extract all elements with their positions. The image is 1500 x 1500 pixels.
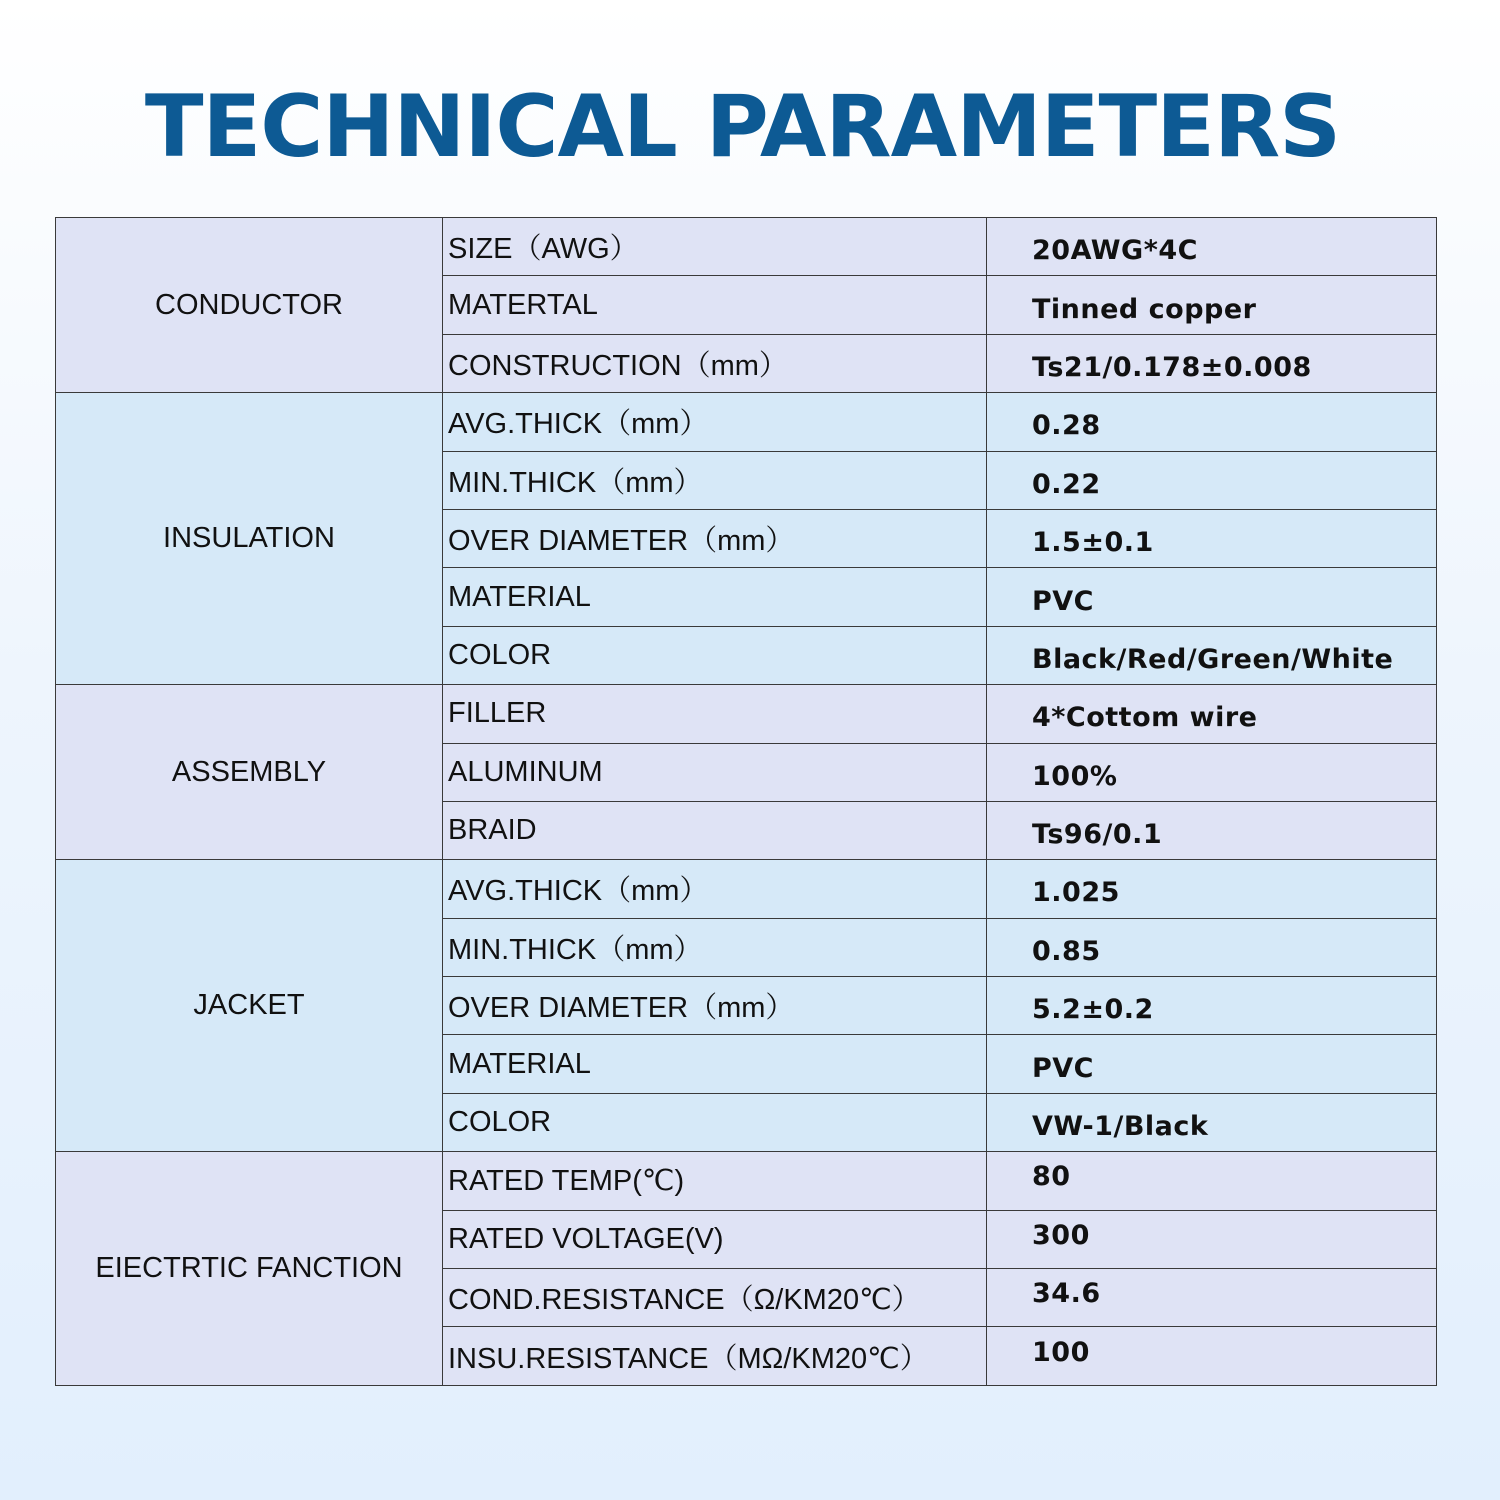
- param-value: VW-1/Black: [987, 1093, 1437, 1151]
- param-label: RATED VOLTAGE(V): [443, 1210, 987, 1268]
- param-label: COLOR: [443, 1093, 987, 1151]
- param-value: Tinned copper: [987, 276, 1437, 334]
- technical-parameters-table: [55, 217, 1437, 1386]
- param-label: COLOR: [443, 626, 987, 684]
- param-label: MATERIAL: [443, 1035, 987, 1093]
- param-label: FILLER: [443, 685, 987, 743]
- group-label-conductor: CONDUCTOR: [56, 218, 443, 393]
- param-value: PVC: [987, 568, 1437, 626]
- param-label: AVG.THICK（mm）: [443, 860, 987, 918]
- param-label: MIN.THICK（mm）: [443, 918, 987, 976]
- param-value: 34.6: [987, 1269, 1437, 1327]
- param-label: OVER DIAMETER（mm）: [443, 509, 987, 567]
- param-label: COND.RESISTANCE（Ω/KM20℃）: [443, 1269, 987, 1327]
- param-label: MIN.THICK（mm）: [443, 451, 987, 509]
- param-value: 100%: [987, 743, 1437, 801]
- param-value: 1.025: [987, 860, 1437, 918]
- param-label: MATERTAL: [443, 276, 987, 334]
- param-label: SIZE（AWG）: [443, 218, 987, 276]
- param-value: 0.28: [987, 393, 1437, 451]
- param-label: ALUMINUM: [443, 743, 987, 801]
- param-value: Ts21/0.178±0.008: [987, 334, 1437, 392]
- table-row: [56, 1152, 1437, 1210]
- table-row: [56, 685, 1437, 743]
- group-label-assembly: ASSEMBLY: [56, 685, 443, 860]
- param-label: MATERIAL: [443, 568, 987, 626]
- param-label: CONSTRUCTION（mm）: [443, 334, 987, 392]
- param-value: 5.2±0.2: [987, 977, 1437, 1035]
- param-value: PVC: [987, 1035, 1437, 1093]
- group-label-electric-function: EIECTRTIC FANCTION: [56, 1152, 443, 1386]
- param-label: AVG.THICK（mm）: [443, 393, 987, 451]
- param-label: RATED TEMP(℃): [443, 1152, 987, 1210]
- param-value: 100: [987, 1327, 1437, 1385]
- param-value: 300: [987, 1210, 1437, 1268]
- param-value: 4*Cottom wire: [987, 685, 1437, 743]
- group-label-insulation: INSULATION: [56, 393, 443, 685]
- param-value: Black/Red/Green/White: [987, 626, 1437, 684]
- param-value: 80: [987, 1152, 1437, 1210]
- param-label: BRAID: [443, 801, 987, 859]
- param-value: 0.22: [987, 451, 1437, 509]
- page-title: TECHNICAL PARAMETERS: [144, 77, 1341, 177]
- param-value: 1.5±0.1: [987, 509, 1437, 567]
- param-label: OVER DIAMETER（mm）: [443, 977, 987, 1035]
- param-value: Ts96/0.1: [987, 801, 1437, 859]
- param-label: INSU.RESISTANCE（MΩ/KM20℃）: [443, 1327, 987, 1385]
- param-value: 0.85: [987, 918, 1437, 976]
- table-row: [56, 860, 1437, 918]
- table-row: [56, 218, 1437, 276]
- param-value: 20AWG*4C: [987, 218, 1437, 276]
- group-label-jacket: JACKET: [56, 860, 443, 1152]
- table-row: [56, 393, 1437, 451]
